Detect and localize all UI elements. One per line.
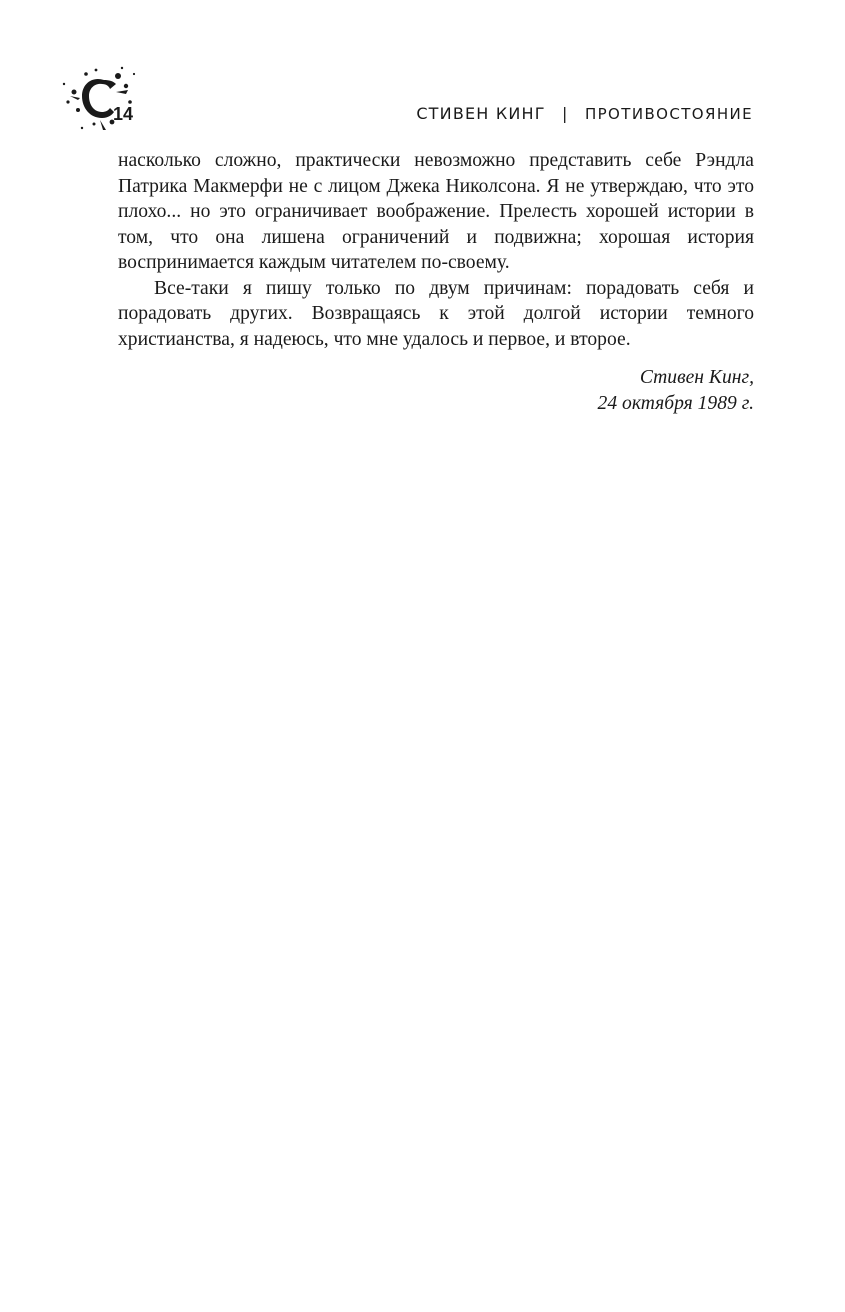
paragraph-1: насколько сложно, практически невозможно представить себе Рэндла Патрика Макмерфи не с лицом Джека Николсона. Я не утверждаю, что это плохо... но это ограничивает воображение. Прелесть хорошей истории в том, что она лишена ограничений и подвижна; хорошая история воспринимается каждым читателем по-своему.: [118, 150, 754, 273]
header-author: СТИВЕН КИНГ: [416, 104, 546, 123]
signature-name: Стивен Кинг,: [639, 367, 754, 388]
signature: [598, 365, 754, 417]
body-text: [118, 148, 754, 352]
paragraph-2: Все-таки я пишу только по двум причинам: порадовать себя и порадовать других. Возвращаясь к этой долгой истории темного христианства, я надеюсь, что мне удалось и первое, и второе.: [118, 277, 754, 350]
signature-date: 24 октября 1989 г.: [597, 393, 754, 414]
header-book-title: ПРОТИВОСТОЯНИЕ: [584, 105, 753, 123]
running-header: [416, 103, 753, 125]
header-separator: |: [562, 104, 569, 123]
page-number: 14: [113, 104, 134, 124]
